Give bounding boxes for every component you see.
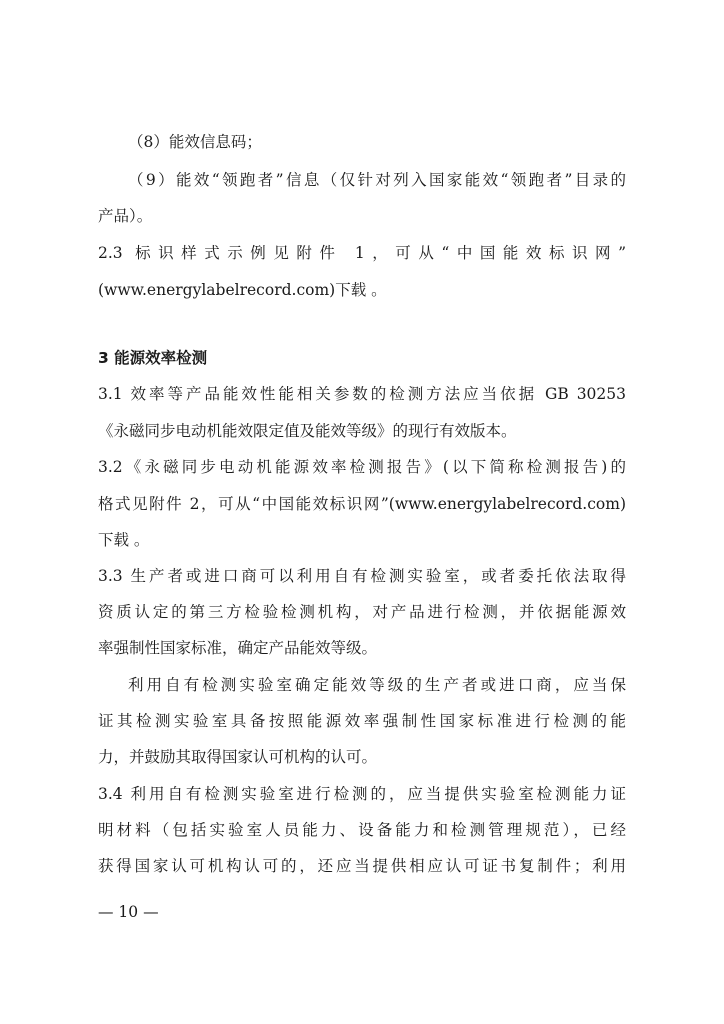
section-3-4-line-3: 获得国家认可机构认可的，还应当提供相应认可证书复制件；利用 [98,857,626,875]
section-3-4-line-2: 明材料（包括实验室人员能力、设备能力和检测管理规范），已经 [98,821,626,839]
list-item-9-continuation: 产品）。 [98,207,153,225]
section-2-3-line-2: (www.energylabelrecord.com)下载 。 [98,281,387,299]
section-3-1-line-1: 3.1 效率等产品能效性能相关参数的检测方法应当依据 GB 30253 [98,385,626,403]
section-3-3-line-2: 资质认定的第三方检验检测机构，对产品进行检测，并依据能源效 [98,603,626,621]
paragraph-self-lab-line-2: 证其检测实验室具备按照能源效率强制性国家标准进行检测的能 [98,712,626,730]
list-item-8: （8）能效信息码； [128,133,262,151]
section-3-3-line-3: 率强制性国家标准，确定产品能效等级。 [98,639,378,657]
section-3-1-line-2: 《永磁同步电动机能效限定值及能效等级》的现行有效版本。 [98,422,517,440]
paragraph-self-lab-line-1: 利用自有检测实验室确定能效等级的生产者或进口商，应当保 [128,676,626,694]
section-2-3-line-1: 2.3 标识样式示例见附件 1，可从“中国能效标识网” [98,244,626,262]
list-item-9: （9）能效“领跑者”信息（仅针对列入国家能效“领跑者”目录的 [128,171,626,189]
section-3-4-line-1: 3.4 利用自有检测实验室进行检测的，应当提供实验室检测能力证 [98,785,626,803]
section-3-2-line-1: 3.2《永磁同步电动机能源效率检测报告》(以下简称检测报告)的 [98,458,626,476]
section-3-heading: 3 能源效率检测 [98,349,208,367]
section-3-2-line-2: 格式见附件 2，可从“中国能效标识网”(www.energylabelrecord.com) [98,495,626,513]
paragraph-self-lab-line-3: 力，并鼓励其取得国家认可机构的认可。 [98,748,378,766]
section-3-2-line-3: 下载 。 [98,531,150,549]
page-number: — 10 — [98,903,159,921]
section-3-3-line-1: 3.3 生产者或进口商可以利用自有检测实验室，或者委托依法取得 [98,567,626,585]
